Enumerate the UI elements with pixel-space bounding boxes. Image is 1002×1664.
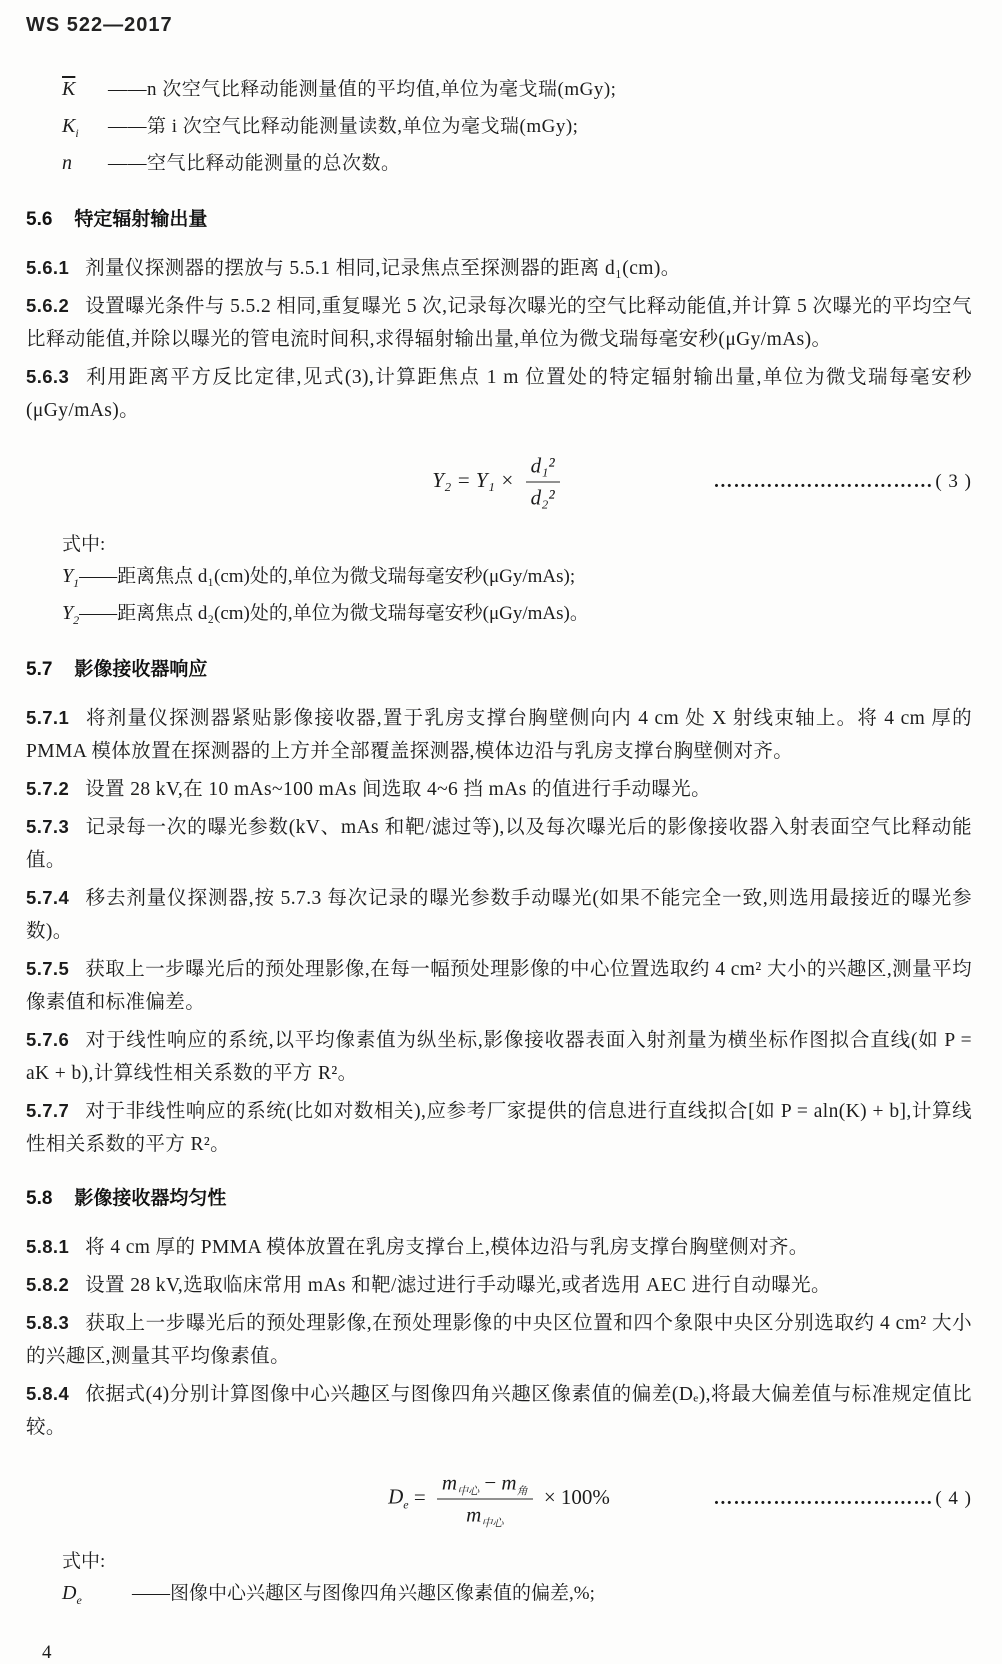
fraction-numerator: $m_{中心} - m_角$ [437, 1471, 533, 1500]
where-description: ——距离焦点 d₁(cm)处的,单位为微戈瑞每毫安秒(μGy/mAs); [79, 566, 576, 587]
symbol-n: n [62, 152, 72, 174]
formula-4 [26, 1460, 972, 1538]
symbol-de: $D_e$ [62, 1582, 82, 1607]
clause-number: 5.8.3 [26, 1312, 70, 1333]
symbol-definition-list [62, 71, 972, 182]
where-label: 式中: [62, 1551, 106, 1572]
clause-5-7-1 [26, 701, 972, 768]
clause-5-6-2 [26, 289, 972, 356]
clause-text: 对于非线性响应的系统(比如对数相关),应参考厂家提供的信息进行直线拟合[如 P = aln(K) + b],计算线性相关系数的平方 R²。 [26, 1101, 972, 1155]
clause-number: 5.7.1 [26, 707, 70, 728]
clause-text: 将 4 cm 厚的 PMMA 模体放置在乳房支撑台上,模体边沿与乳房支撑台胸壁侧对齐。 [85, 1237, 809, 1258]
symbol-definition-kbar [62, 71, 972, 108]
fraction-numerator: d₁² [526, 454, 560, 483]
section-heading-5-8 [26, 1183, 972, 1210]
clause-text: 移去剂量仪探测器,按 5.7.3 每次记录的曝光参数手动曝光(如果不能完全一致,则选用最接近的曝光参数)。 [26, 888, 972, 942]
where-list-formula-4 [62, 1575, 972, 1612]
clause-number: 5.8.1 [26, 1236, 70, 1257]
clause-text: 对于线性响应的系统,以平均像素值为纵坐标,影像接收器表面入射剂量为横坐标作图拟合直线(如 P = aK + b),计算线性相关系数的平方 R²。 [26, 1030, 972, 1084]
where-item-y1 [62, 558, 972, 595]
symbol-y2: $Y_2$ [62, 602, 80, 627]
formula-number: ( 4 ) [935, 1488, 972, 1509]
symbol-description: ——n 次空气比释动能测量值的平均值,单位为毫戈瑞(mGy); [108, 79, 617, 100]
formula-3-fraction [526, 454, 560, 511]
clause-number: 5.7.7 [26, 1100, 70, 1121]
clause-5-7-4 [26, 881, 972, 948]
clause-text: 剂量仪探测器的摆放与 5.5.1 相同,记录焦点至探测器的距离 d₁(cm)。 [85, 258, 681, 279]
clause-text: 利用距离平方反比定律,见式(3),计算距焦点 1 m 位置处的特定辐射输出量,单位为微戈瑞每毫安秒(μGy/mAs)。 [26, 367, 972, 421]
clause-5-7-7 [26, 1094, 972, 1161]
formula-4-fraction [437, 1471, 533, 1528]
fraction-denominator: $m_{中心}$ [466, 1502, 504, 1530]
symbol-k-i: $K_i$ [62, 115, 79, 140]
times-100-percent: × 100% [543, 1484, 610, 1509]
where-description: ——距离焦点 d₂(cm)处的,单位为微戈瑞每毫安秒(μGy/mAs)。 [79, 603, 589, 624]
formula-4-leader [713, 1488, 972, 1510]
clause-text: 设置曝光条件与 5.5.2 相同,重复曝光 5 次,记录每次曝光的空气比释动能值,并计算 5 次曝光的平均空气比释动能值,并除以曝光的管电流时间积,求得辐射输出量,单位为微戈瑞每毫安秒(μGy/mAs)。 [26, 296, 972, 350]
clause-5-7-5 [26, 952, 972, 1019]
formula-3-lhs: Y₂ = Y₁ × [432, 467, 515, 492]
clause-text: 设置 28 kV,在 10 mAs~100 mAs 间选取 4~6 挡 mAs 的值进行手动曝光。 [85, 779, 712, 800]
clause-number: 5.6.1 [26, 257, 70, 278]
clause-number: 5.7.6 [26, 1029, 70, 1050]
clause-text: 获取上一步曝光后的预处理影像,在预处理影像的中央区位置和四个象限中央区分别选取约 4 cm² 大小的兴趣区,测量其平均像素值。 [26, 1313, 972, 1367]
equals-sign: = [413, 1484, 426, 1509]
clause-5-8-1 [26, 1230, 972, 1264]
clause-number: 5.8.2 [26, 1274, 70, 1295]
formula-3 [26, 443, 972, 521]
section-heading-5-6 [26, 204, 972, 231]
formula-3-leader [713, 471, 972, 493]
clause-5-8-2 [26, 1268, 972, 1302]
clause-number: 5.6.2 [26, 295, 70, 316]
where-label: 式中: [62, 534, 106, 555]
page-number: 4 [42, 1642, 52, 1663]
minus-sign: − [484, 1470, 497, 1495]
clause-5-8-4 [26, 1377, 972, 1444]
clause-text: 依据式(4)分别计算图像中心兴趣区与图像四角兴趣区像素值的偏差(Dₑ),将最大偏差值与标准规定值比较。 [26, 1384, 972, 1438]
symbol-description: ——第 i 次空气比释动能测量读数,单位为毫戈瑞(mGy); [108, 116, 579, 137]
clause-number: 5.7.3 [26, 816, 70, 837]
formula-number: ( 3 ) [935, 471, 972, 492]
symbol-k-bar: $\overline{K}$ [62, 78, 76, 100]
standard-number-header: WS 522—2017 [26, 14, 173, 36]
clause-number: 5.7.4 [26, 887, 70, 908]
section-title: 影像接收器响应 [74, 659, 208, 680]
section-number: 5.8 [26, 1188, 53, 1209]
clause-text: 获取上一步曝光后的预处理影像,在每一幅预处理影像的中心位置选取约 4 cm² 大小的兴趣区,测量平均像素值和标准偏差。 [26, 959, 972, 1013]
symbol-definition-ki [62, 108, 972, 145]
clause-5-7-6 [26, 1023, 972, 1090]
clause-number: 5.7.5 [26, 958, 70, 979]
leader-dots: …………………………… [713, 1488, 934, 1509]
where-description: ——图像中心兴趣区与图像四角兴趣区像素值的偏差,%; [132, 1583, 595, 1604]
section-number: 5.6 [26, 209, 53, 230]
section-title: 影像接收器均匀性 [74, 1188, 227, 1209]
symbol-definition-n [62, 145, 972, 182]
clause-text: 将剂量仪探测器紧贴影像接收器,置于乳房支撑台胸壁侧向内 4 cm 处 X 射线束轴上。将 4 cm 厚的 PMMA 模体放置在探测器的上方并全部覆盖探测器,模体边沿与乳房支撑台胸壁侧对齐。 [26, 708, 972, 762]
section-heading-5-7 [26, 654, 972, 681]
section-title: 特定辐射输出量 [74, 209, 208, 230]
clause-5-7-3 [26, 810, 972, 877]
where-list-formula-3 [62, 558, 972, 632]
clause-5-7-2 [26, 772, 972, 806]
fraction-denominator: d₂² [530, 485, 555, 510]
clause-5-8-3 [26, 1306, 972, 1373]
clause-5-6-1 [26, 251, 972, 285]
clause-number: 5.6.3 [26, 366, 70, 387]
clause-number: 5.7.2 [26, 778, 70, 799]
symbol-y1: $Y_1$ [62, 565, 80, 590]
where-item-y2 [62, 595, 972, 632]
clause-text: 记录每一次的曝光参数(kV、mAs 和靶/滤过等),以及每次曝光后的影像接收器入射表面空气比释动能值。 [26, 817, 972, 871]
clause-5-6-3 [26, 360, 972, 427]
where-item-de [62, 1575, 972, 1612]
formula-4-lhs: $D_e$ [388, 1484, 409, 1512]
symbol-description: ——空气比释动能测量的总次数。 [108, 153, 401, 174]
clause-number: 5.8.4 [26, 1383, 70, 1404]
section-number: 5.7 [26, 659, 53, 680]
clause-text: 设置 28 kV,选取临床常用 mAs 和靶/滤过进行手动曝光,或者选用 AEC 进行自动曝光。 [85, 1275, 831, 1296]
leader-dots: …………………………… [713, 471, 934, 492]
